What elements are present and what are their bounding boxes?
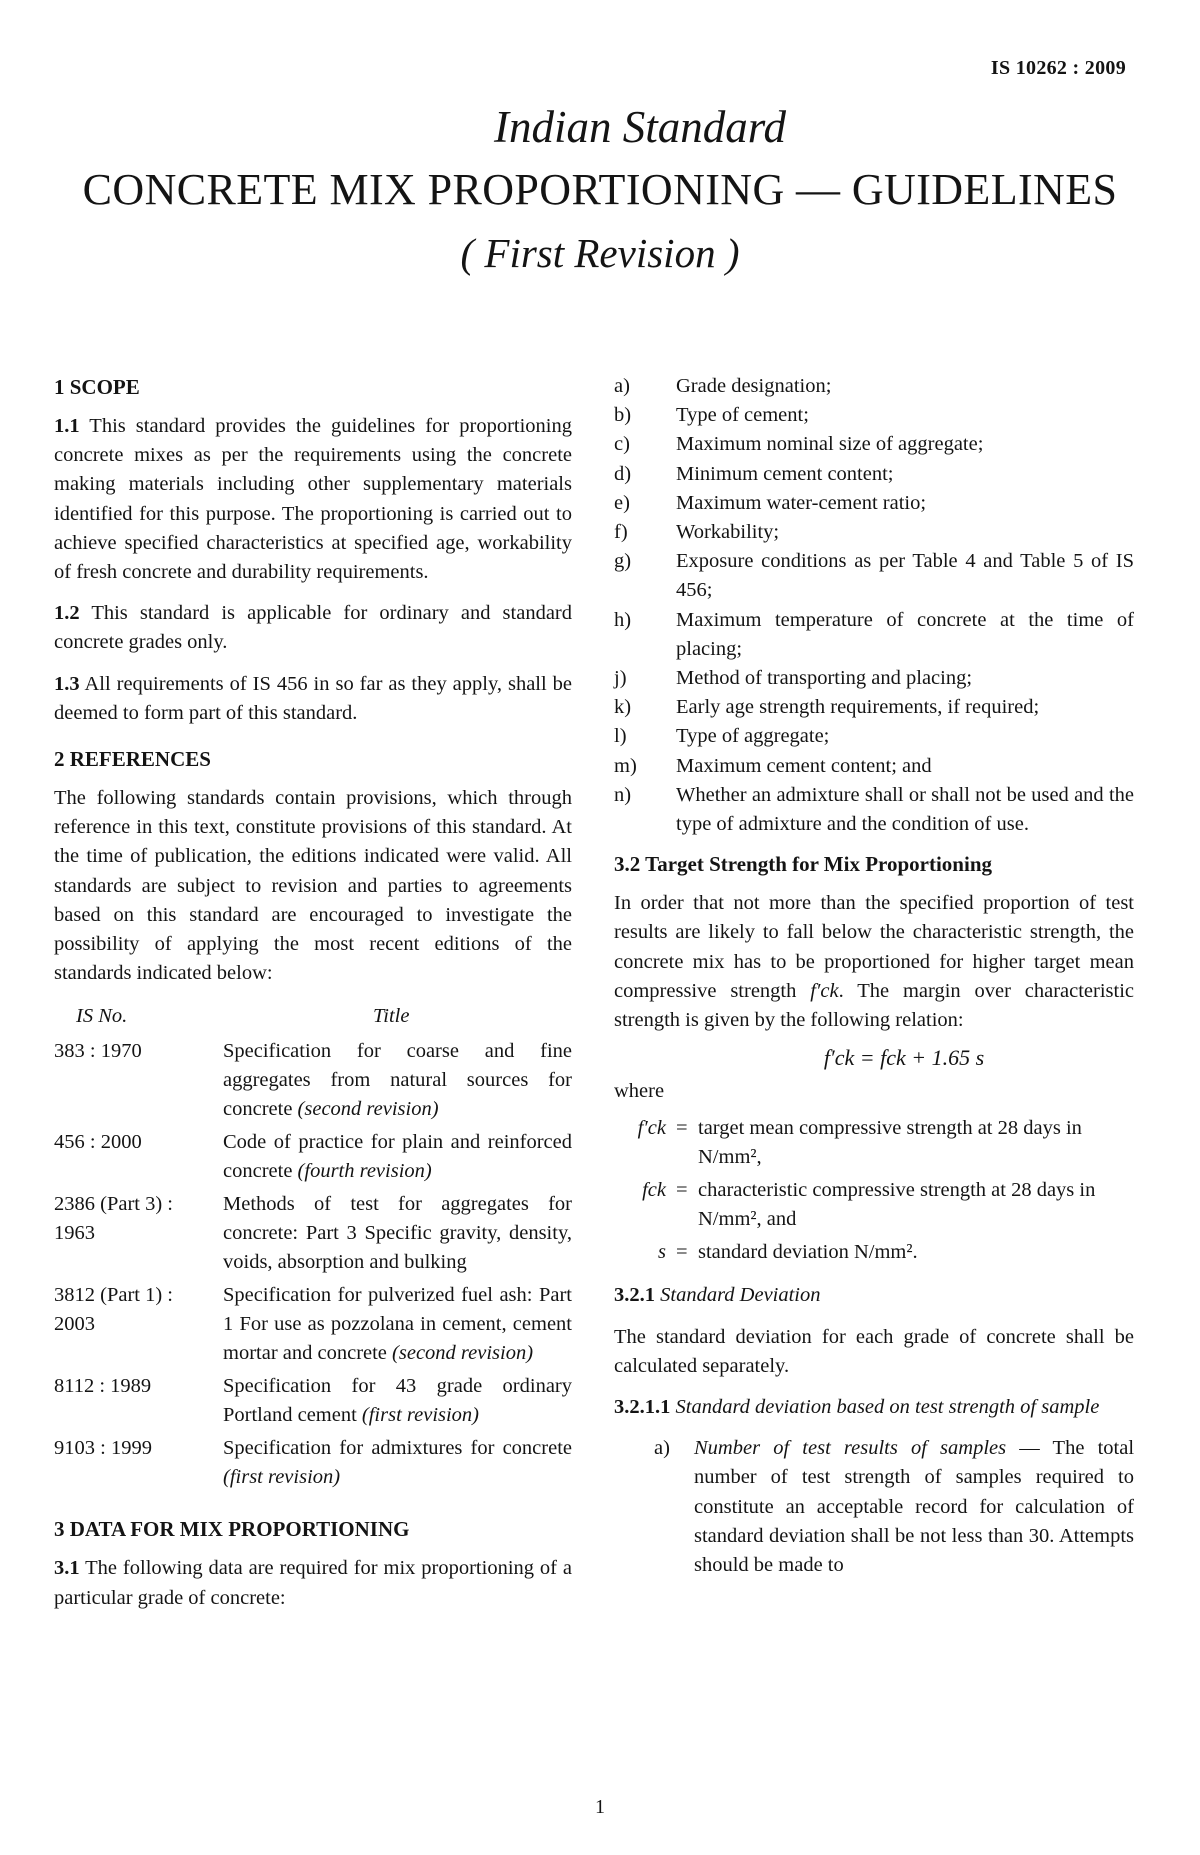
list-item (614, 547, 1134, 605)
left-column (54, 372, 572, 1613)
standard-number: IS 10262 : 2009 (990, 57, 1126, 79)
title-main: CONCRETE MIX PROPORTIONING — GUIDELINES (82, 165, 1118, 214)
table-row (54, 1037, 572, 1124)
list-label: g) (614, 550, 632, 573)
list-text: Exposure conditions as per Table 4 and Table 5 of IS 456; (676, 550, 1134, 602)
page-number: 1 (595, 1796, 605, 1818)
data-requirements-list (614, 372, 1134, 839)
list-label: h) (614, 608, 632, 631)
definition-row (614, 1114, 1134, 1172)
target-strength-intro (614, 889, 1134, 1035)
formula-definitions (614, 1114, 1134, 1267)
list-item (614, 1434, 1134, 1580)
intro-text-a: In order that not more than the specified proportion of test results are likely to fall below the characteristic strength, the concrete mix has to be proportioned for higher target mean compressive strength (614, 892, 1134, 1002)
def-equals: = (676, 1179, 688, 1202)
ref-revision: (first revision) (223, 1466, 341, 1489)
clause-3-1-text: The following data are required for mix proportioning of a particular grade of concrete: (54, 1557, 572, 1609)
definition-row (614, 1238, 1134, 1267)
def-text: target mean compressive strength at 28 days in N/mm², (698, 1117, 1082, 1169)
list-text: Minimum cement content; (676, 462, 894, 485)
list-item (614, 693, 1134, 722)
clause-3-2-1 (614, 1281, 1134, 1310)
clause-1-3-text: All requirements of IS 456 in so far as they apply, shall be deemed to form part of this standard. (54, 672, 573, 724)
list-text: Maximum temperature of concrete at the time of placing; (676, 608, 1134, 660)
def-text: characteristic compressive strength at 28 days in N/mm², and (698, 1179, 1096, 1231)
intro-symbol: f′ck (810, 979, 839, 1002)
list-item (614, 752, 1134, 781)
ref-is-no: 2386 (Part 3) : 1963 (54, 1193, 173, 1245)
clause-3-2-1-number: 3.2.1 (614, 1284, 655, 1307)
scope-para-3 (54, 670, 572, 728)
def-symbol: fck (642, 1179, 666, 1202)
clause-3-2-1-title: Standard Deviation (660, 1284, 821, 1307)
list-label: m) (614, 754, 637, 777)
list-label: n) (614, 783, 632, 806)
list-label: d) (614, 462, 632, 485)
list-label: e) (614, 491, 630, 514)
list-item (614, 518, 1134, 547)
list-label: k) (614, 696, 632, 719)
target-strength-formula: f′ck = fck + 1.65 s (823, 1045, 985, 1071)
references-heading: 2 REFERENCES (54, 747, 211, 772)
ref-revision: (fourth revision) (297, 1160, 432, 1183)
list-item (614, 781, 1134, 839)
references-table-body (54, 1037, 572, 1492)
clause-3-1 (54, 1554, 572, 1612)
title-indian-standard: Indian Standard (493, 102, 787, 152)
ref-title-text: Specification for pulverized fuel ash: Part 1 For use as pozzolana in cement, cement mortar and concrete (223, 1284, 572, 1365)
references-table-header (54, 1002, 572, 1031)
title-block (0, 100, 1200, 280)
scope-para-1 (54, 412, 572, 587)
ref-revision: (second revision) (392, 1342, 534, 1365)
ref-title (223, 1434, 572, 1492)
clause-3-2-1-text: The standard deviation for each grade of concrete shall be calculated separately. (614, 1325, 1134, 1377)
references-intro: The following standards contain provisions, which through reference in this text, constitute provisions of this standard. At the time of publication, the editions indicated were valid. All standards are subject to revision and parties to agreements based on this standard are encouraged to investigate the possibility of applying the most recent editions of the standards indicated below: (54, 787, 572, 985)
clause-3-2-1-1-number: 3.2.1.1 (614, 1396, 671, 1419)
list-text: Maximum cement content; and (676, 754, 932, 777)
table-row (54, 1281, 572, 1368)
list-text: Maximum water-cement ratio; (676, 491, 927, 514)
list-label: j) (614, 667, 627, 690)
list-item (614, 489, 1134, 518)
def-text: standard deviation N/mm². (698, 1241, 918, 1264)
list-text (694, 1434, 1134, 1580)
clause-3-2-1-1 (614, 1393, 1134, 1422)
ref-title (223, 1281, 572, 1368)
clause-3-2-1-1-title: Standard deviation based on test strength of sample (675, 1396, 1100, 1419)
list-text: Grade designation; (676, 375, 832, 397)
list-item (614, 372, 1134, 401)
ref-title-text: Specification for admixtures for concrete (223, 1437, 572, 1460)
list-label: c) (614, 433, 630, 456)
definition-row (614, 1176, 1134, 1234)
list-item (614, 664, 1134, 693)
clause-1-3-number: 1.3 (54, 672, 80, 695)
list-item-body: — The total number of test strength of samples required to constitute an acceptable record for calculation of standard deviation shall be not less than 30. Attempts should be made to (694, 1437, 1135, 1577)
list-item (614, 401, 1134, 430)
ref-title (223, 1128, 572, 1186)
ref-revision: (first revision) (361, 1404, 480, 1427)
list-text: Maximum nominal size of aggregate; (676, 433, 984, 456)
list-item (614, 430, 1134, 459)
ref-title-text: Specification for coarse and fine aggregates from natural sources for concrete (223, 1040, 572, 1121)
def-equals: = (676, 1241, 688, 1264)
title-revision: ( First Revision ) (460, 230, 740, 276)
list-text: Workability; (676, 521, 780, 544)
def-symbol: f′ck (637, 1117, 666, 1140)
clause-3-1-number: 3.1 (54, 1557, 80, 1580)
ref-title-text: Specification for 43 grade ordinary Portland cement (223, 1375, 572, 1427)
clause-1-2-text: This standard is applicable for ordinary and standard concrete grades only. (54, 602, 572, 654)
ref-revision: (second revision) (297, 1098, 439, 1121)
list-label: l) (614, 725, 627, 748)
ref-is-no: 3812 (Part 1) : 2003 (54, 1284, 173, 1336)
list-label: b) (614, 404, 632, 427)
list-item (614, 460, 1134, 489)
list-text: Method of transporting and placing; (676, 667, 973, 690)
list-label: f) (614, 521, 628, 544)
clause-1-1-text: This standard provides the guidelines for proportioning concrete mixes as per the requirements using the concrete making materials including other supplementary materials identified for this purpose. The proportioning is carried out to achieve specified characteristics at specified age, workability of fresh concrete and durability requirements. (54, 415, 572, 584)
ref-is-no: 383 : 1970 (54, 1040, 142, 1063)
ref-title (223, 1372, 572, 1430)
table-row (54, 1128, 572, 1186)
list-label: a) (654, 1437, 670, 1460)
list-text: Type of cement; (676, 404, 809, 427)
ref-is-no: 456 : 2000 (54, 1131, 142, 1154)
table-row (54, 1372, 572, 1430)
scope-para-2 (54, 599, 572, 657)
def-symbol: s (658, 1241, 666, 1264)
data-heading: 3 DATA FOR MIX PROPORTIONING (54, 1517, 410, 1542)
ref-title-text: Code of practice for plain and reinforced concrete (223, 1131, 572, 1183)
table-row (54, 1190, 572, 1277)
where-label: where (614, 1080, 665, 1103)
ref-is-no: 8112 : 1989 (54, 1375, 152, 1398)
list-text: Whether an admixture shall or shall not be used and the type of admixture and the condition of use. (676, 783, 1134, 836)
table-row (54, 1434, 572, 1492)
list-item (614, 606, 1134, 664)
list-text: Early age strength requirements, if required; (676, 696, 1040, 719)
clause-1-2-number: 1.2 (54, 602, 80, 625)
ref-title-text: Methods of test for aggregates for concrete: Part 3 Specific gravity, density, voids, absorption and bulking (223, 1193, 572, 1274)
col-title: Title (373, 1005, 410, 1028)
ref-title (223, 1037, 572, 1124)
target-strength-heading: 3.2 Target Strength for Mix Proportioning (614, 852, 992, 877)
ref-is-no: 9103 : 1999 (54, 1437, 152, 1460)
col-is-no: IS No. (76, 1005, 128, 1028)
list-label: a) (614, 375, 630, 397)
list-item (614, 722, 1134, 751)
list-text: Type of aggregate; (676, 725, 830, 748)
scope-heading: 1 SCOPE (54, 375, 140, 399)
intro-text-b: . The margin over characteristic strength is given by the following relation: (614, 979, 1135, 1032)
list-item-title: Number of test results of samples (694, 1437, 1007, 1460)
ref-title (223, 1190, 572, 1277)
def-equals: = (676, 1117, 688, 1140)
clause-1-1-number: 1.1 (54, 415, 80, 437)
right-column (614, 372, 1134, 1580)
